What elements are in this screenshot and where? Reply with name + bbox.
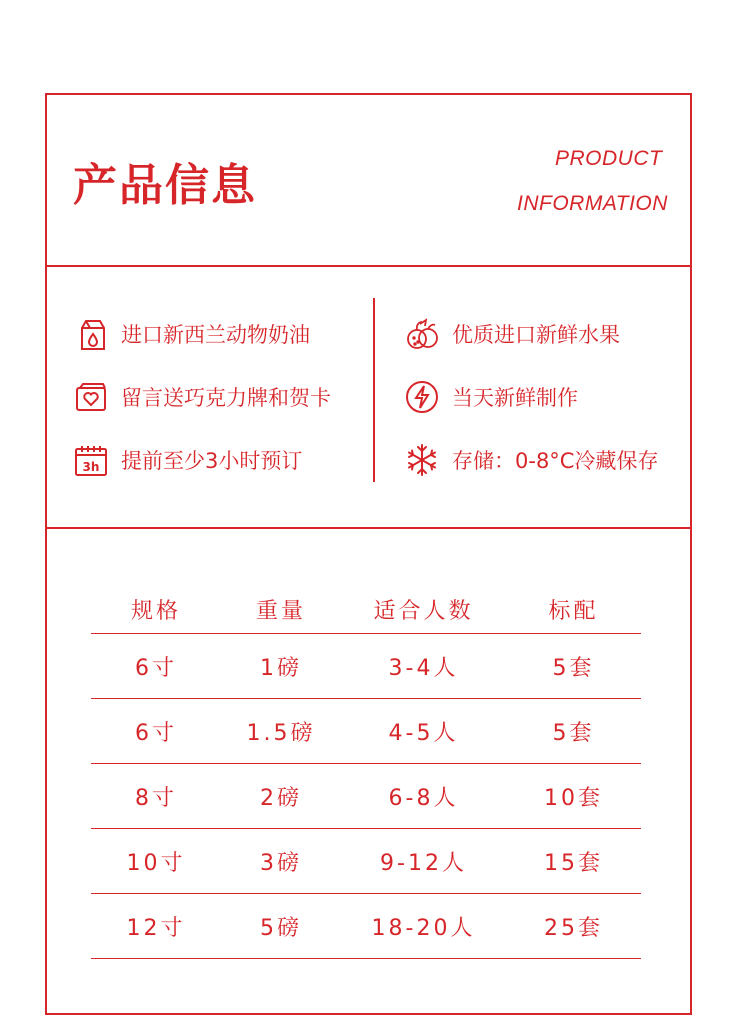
snowflake-icon — [402, 440, 442, 480]
feature-text: 当天新鲜制作 — [452, 386, 578, 410]
cell-weight: 1磅 — [260, 655, 302, 681]
table-header — [91, 585, 641, 634]
cell-cutlery: 5套 — [552, 655, 595, 681]
cell-size: 6寸 — [135, 720, 177, 746]
feature-divider — [373, 298, 375, 482]
page-title: 产品信息 — [73, 160, 257, 211]
table-row — [91, 829, 641, 894]
cell-servings: 18-20人 — [371, 915, 476, 941]
feature-item-fresh — [402, 377, 578, 417]
cell-cutlery: 10套 — [544, 785, 603, 811]
header-size: 规格 — [130, 598, 181, 624]
cell-size: 10寸 — [126, 850, 186, 876]
cell-size: 6寸 — [135, 655, 177, 681]
header-servings: 适合人数 — [373, 598, 474, 624]
feature-item-storage — [402, 440, 658, 480]
feature-text: 进口新西兰动物奶油 — [121, 323, 310, 347]
calendar-3h-icon — [71, 440, 111, 480]
table-row — [91, 634, 641, 699]
feature-text: 提前至少3小时预订 — [121, 449, 303, 473]
cell-weight: 5磅 — [260, 915, 302, 941]
cell-servings: 3-4人 — [388, 655, 459, 681]
feature-item-cream — [71, 314, 310, 354]
title-en-line2: INFORMATION — [517, 192, 668, 215]
spec-table — [91, 585, 641, 959]
cell-size: 8寸 — [135, 785, 177, 811]
lightning-icon — [402, 377, 442, 417]
cell-weight: 2磅 — [260, 785, 302, 811]
cell-servings: 4-5人 — [388, 720, 459, 746]
heart-card-icon — [71, 377, 111, 417]
table-row — [91, 699, 641, 764]
feature-text: 存储：0-8°C冷藏保存 — [452, 449, 659, 473]
feature-text: 留言送巧克力牌和贺卡 — [121, 386, 331, 410]
fruit-icon — [402, 314, 442, 354]
milk-carton-icon — [71, 314, 111, 354]
header-weight: 重量 — [255, 598, 306, 624]
feature-text: 优质进口新鲜水果 — [452, 323, 620, 347]
header-cutlery: 标配 — [548, 598, 599, 624]
cell-servings: 9-12人 — [380, 850, 467, 876]
feature-item-fruit — [402, 314, 620, 354]
feature-item-card — [71, 377, 331, 417]
cell-weight: 1.5磅 — [246, 720, 316, 746]
cell-cutlery: 5套 — [552, 720, 595, 746]
table-row — [91, 894, 641, 959]
divider-top — [47, 265, 690, 267]
cell-servings: 6-8人 — [388, 785, 459, 811]
title-en-line1: PRODUCT — [555, 147, 663, 170]
cell-cutlery: 25套 — [544, 915, 603, 941]
cell-weight: 3磅 — [260, 850, 302, 876]
product-info-frame — [45, 93, 692, 1015]
feature-item-preorder — [71, 440, 302, 480]
cell-cutlery: 15套 — [544, 850, 603, 876]
calendar-3h-label: 3h — [82, 460, 100, 474]
cell-size: 12寸 — [126, 915, 186, 941]
divider-middle — [47, 527, 690, 529]
table-row — [91, 764, 641, 829]
